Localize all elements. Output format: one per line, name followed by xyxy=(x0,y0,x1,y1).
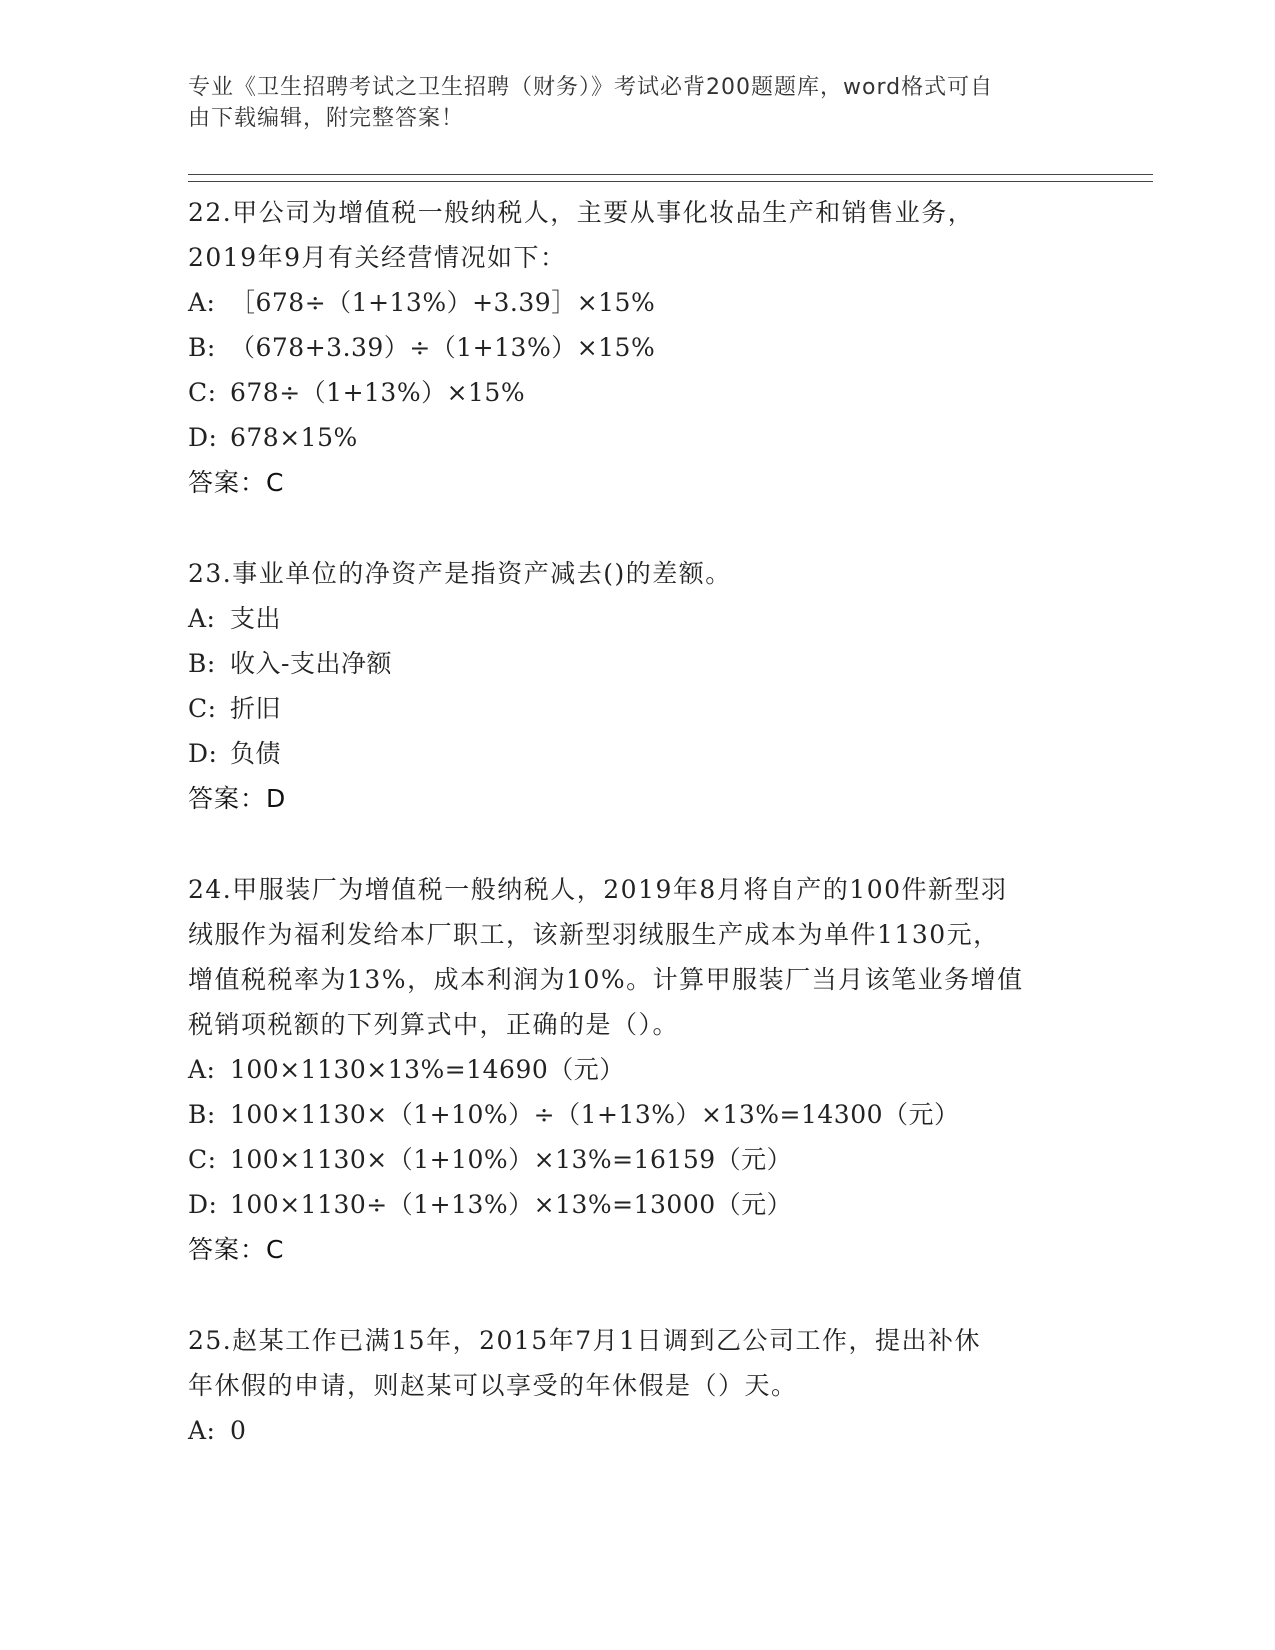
option-letter: C: xyxy=(188,378,217,407)
answer-option xyxy=(188,1047,1118,1092)
answer-option xyxy=(188,415,1118,460)
option-text: 0 xyxy=(230,1416,247,1445)
option-letter: A: xyxy=(188,604,216,633)
header-line-2: 由下载编辑，附完整答案！ xyxy=(188,106,465,131)
option-letter: A: xyxy=(188,1055,216,1084)
question-stem-line: 25.赵某工作已满15年，2015年7月1日调到乙公司工作，提出补休 xyxy=(188,1326,982,1355)
answer-option xyxy=(188,641,1118,686)
option-text: 678÷（1+13%）×15% xyxy=(230,378,526,407)
option-text: 678×15% xyxy=(230,423,358,452)
answer-option xyxy=(188,686,1118,731)
header-line-1: 专业《卫生招聘考试之卫生招聘（财务）》考试必背200题题库，word格式可自 xyxy=(188,75,994,100)
answer-option xyxy=(188,280,1118,325)
question-stem-line: 税销项税额的下列算式中，正确的是（）。 xyxy=(188,1010,680,1039)
answer-option xyxy=(188,1182,1118,1227)
question-stem-line: 22.甲公司为增值税一般纳税人，主要从事化妆品生产和销售业务， xyxy=(188,198,975,227)
option-letter: B: xyxy=(188,1100,216,1129)
question-spacer xyxy=(188,821,1118,867)
option-letter: D: xyxy=(188,1190,218,1219)
header-divider-bottom xyxy=(188,181,1153,182)
question-block xyxy=(188,1318,1118,1453)
answer-option xyxy=(188,1092,1118,1137)
option-letter: A: xyxy=(188,288,216,317)
option-text: 折旧 xyxy=(230,694,282,723)
option-letter: B: xyxy=(188,333,216,362)
option-text: 100×1130×（1+10%）×13%=16159（元） xyxy=(230,1145,793,1174)
question-list xyxy=(188,190,1118,1453)
option-letter: A: xyxy=(188,1416,216,1445)
option-letter: C: xyxy=(188,694,217,723)
question-spacer xyxy=(188,505,1118,551)
option-letter: D: xyxy=(188,739,218,768)
answer-option xyxy=(188,1137,1118,1182)
question-block xyxy=(188,551,1118,867)
option-text: 支出 xyxy=(230,604,282,633)
question-spacer xyxy=(188,1272,1118,1318)
answer-key: 答案：C xyxy=(188,1235,285,1264)
option-text: ［678÷（1+13%）+3.39］×15% xyxy=(230,288,656,317)
question-stem-line: 绒服作为福利发给本厂职工，该新型羽绒服生产成本为单件1130元， xyxy=(188,920,1000,949)
question-stem-line: 23.事业单位的净资产是指资产减去()的差额。 xyxy=(188,559,732,588)
answer-key: 答案：D xyxy=(188,784,287,813)
option-text: 收入-支出净额 xyxy=(230,649,392,678)
answer-option xyxy=(188,731,1118,776)
answer-key: 答案：C xyxy=(188,468,285,497)
option-text: 100×1130×（1+10%）÷（1+13%）×13%=14300（元） xyxy=(230,1100,960,1129)
answer-option xyxy=(188,325,1118,370)
question-block xyxy=(188,190,1118,551)
question-stem-line: 年休假的申请，则赵某可以享受的年休假是（）天。 xyxy=(188,1371,798,1400)
question-stem-line: 增值税税率为13%，成本利润为10%。计算甲服装厂当月该笔业务增值 xyxy=(188,965,1024,994)
option-letter: D: xyxy=(188,423,218,452)
option-text: 负债 xyxy=(230,739,282,768)
option-letter: B: xyxy=(188,649,216,678)
option-text: 100×1130÷（1+13%）×13%=13000（元） xyxy=(230,1190,793,1219)
question-stem-line: 2019年9月有关经营情况如下： xyxy=(188,243,567,272)
answer-option xyxy=(188,1408,1118,1453)
answer-option xyxy=(188,596,1118,641)
question-stem-line: 24.甲服装厂为增值税一般纳税人，2019年8月将自产的100件新型羽 xyxy=(188,875,1008,904)
document-header xyxy=(188,72,1068,134)
option-text: （678+3.39）÷（1+13%）×15% xyxy=(230,333,656,362)
option-letter: C: xyxy=(188,1145,217,1174)
question-block xyxy=(188,867,1118,1318)
header-divider-top xyxy=(188,174,1153,175)
answer-option xyxy=(188,370,1118,415)
option-text: 100×1130×13%=14690（元） xyxy=(230,1055,625,1084)
